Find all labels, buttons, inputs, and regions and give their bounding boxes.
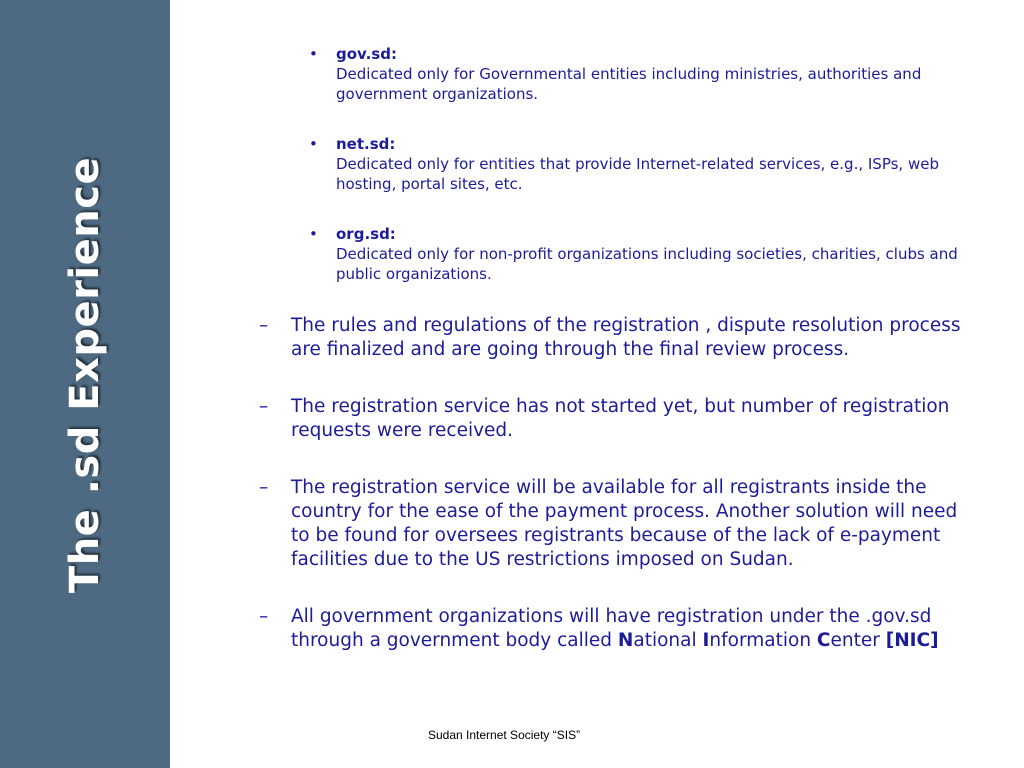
bullet-dot-icon: • [309, 135, 318, 153]
domain-bullet-list [308, 44, 968, 314]
point-text: The rules and regulations of the registration , dispute resolution process are finalized and are going through the final review process. [291, 315, 961, 360]
dash-icon: – [259, 606, 269, 627]
point-text: The registration service has not started yet, but number of registration requests were received. [291, 396, 950, 441]
bullet-name: net.sd: [336, 135, 396, 153]
dash-icon: – [259, 396, 269, 417]
point-item [258, 395, 968, 443]
point-item [258, 476, 968, 572]
bullet-description: Dedicated only for entities that provide Internet-related services, e.g., ISPs, web hosting, portal sites, etc. [336, 155, 939, 193]
nic-letter-i: I [702, 630, 710, 651]
nic-word-rest: enter [830, 630, 886, 651]
point-text: The registration service will be available for all registrants inside the country for the ease of the payment process. Another solution will need to be found for oversees registrants because of the lack of e-payment facilities due to the US restrictions imposed on Sudan. [291, 477, 958, 570]
bullet-name: org.sd: [336, 225, 396, 243]
bullet-item-gov [308, 44, 968, 104]
dash-icon: – [259, 315, 269, 336]
nic-letter-n: N [617, 630, 634, 651]
bullet-dot-icon: • [309, 225, 318, 243]
point-prefix: All government organizations will have registration under the .gov.sd through a government body called [291, 606, 932, 651]
bullet-item-net [308, 134, 968, 194]
bullet-description: Dedicated only for Governmental entities including ministries, authorities and government organizations. [336, 65, 922, 103]
bullet-dot-icon: • [309, 45, 318, 63]
bullet-description: Dedicated only for non-profit organizations including societies, charities, clubs and public organizations. [336, 245, 958, 283]
slide-footer: Sudan Internet Society “SIS” [428, 728, 581, 742]
point-text [291, 606, 939, 651]
dash-icon: – [259, 477, 269, 498]
nic-letter-c: C [816, 630, 831, 651]
nic-abbreviation: [NIC] [885, 630, 939, 651]
bullet-name: gov.sd: [336, 45, 397, 63]
nic-word-rest: nformation [709, 630, 817, 651]
bullet-item-org [308, 224, 968, 284]
status-point-list [258, 314, 968, 686]
point-item [258, 314, 968, 362]
point-item-nic [258, 605, 968, 653]
nic-word-rest: ational [633, 630, 703, 651]
slide-title: The .sd Experience [62, 156, 108, 594]
